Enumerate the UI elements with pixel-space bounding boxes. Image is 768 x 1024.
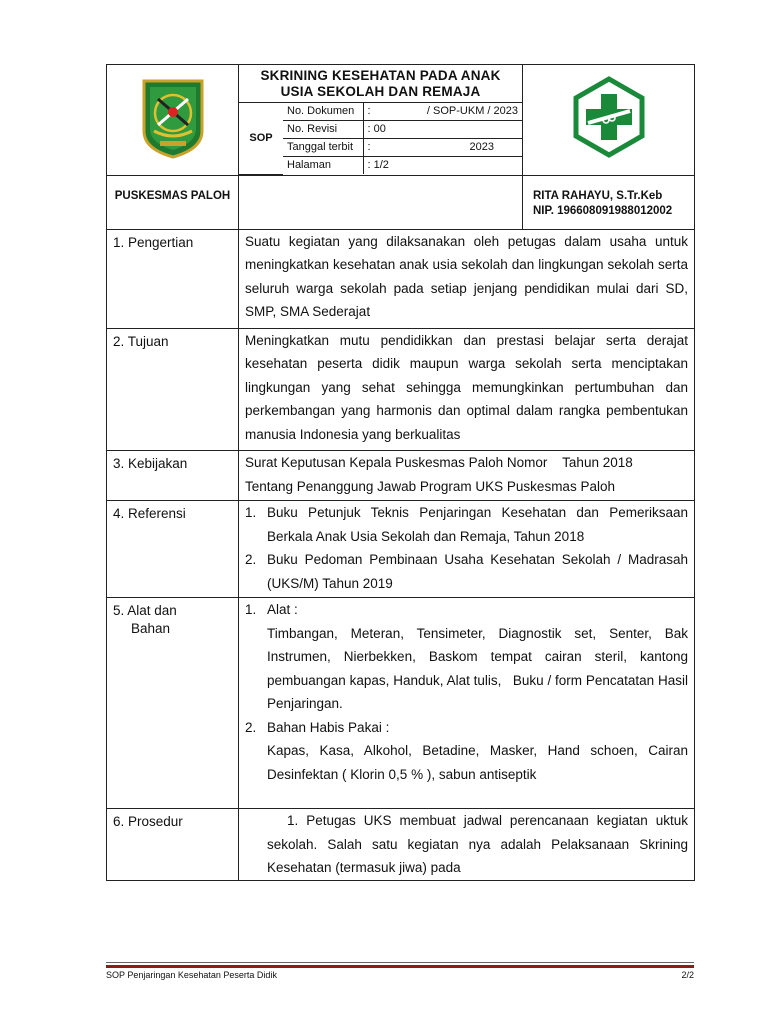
list-item: 1. Buku Petunjuk Teknis Penjaringan Kesehatan dan Pemeriksaan Berkala Anak Usia Sekolah dan Remaja, Tahun 2018 bbox=[245, 505, 688, 544]
footer-document-name: SOP Penjaringan Kesehatan Peserta Didik bbox=[106, 970, 277, 980]
halaman-value: : 1/2 bbox=[367, 159, 389, 171]
tujuan-label: 2. Tujuan bbox=[107, 328, 239, 451]
alat-bahan-label: 5. Alat dan Bahan bbox=[107, 598, 239, 809]
no-dokumen-label: No. Dokumen bbox=[283, 103, 363, 121]
footer-page-number: 2/2 bbox=[681, 970, 694, 980]
alat-bahan-list bbox=[239, 598, 695, 809]
document-meta-cell bbox=[239, 102, 523, 175]
pengertian-text: Suatu kegiatan yang dilaksanakan oleh petugas dalam usaha untuk meningkatkan kesehatan anak usia sekolah dan lingkungan sekolah serta seluruh warga sekolah pada setiap jenjang pendidikan mulai dari SD, SMP, SMA Sederajat bbox=[239, 229, 695, 328]
document-title: SKRINING KESEHATAN PADA ANAK USIA SEKOLAH DAN REMAJA bbox=[239, 65, 523, 103]
referensi-label: 4. Referensi bbox=[107, 501, 239, 598]
document-meta bbox=[239, 102, 522, 175]
left-logo-cell bbox=[107, 65, 239, 176]
signer-block bbox=[523, 175, 695, 229]
alat-text: Timbangan, Meteran, Tensimeter, Diagnostik set, Senter, Bak Instrumen, Nierbekken, Baskom tempat cairan steril, kantong pembuangan kapas, Handuk, Alat tulis, Buku / form Pencatatan Hasil Penjaringan. bbox=[267, 625, 692, 711]
bahan-text: Kapas, Kasa, Alkohol, Betadine, Masker, Hand schoen, Cairan Desinfektan ( Klorin 0,5 % ), sabun antiseptik bbox=[267, 743, 688, 782]
footer-accent-rule bbox=[106, 965, 694, 968]
identity-blank-cell bbox=[239, 175, 523, 229]
puskesmas-name: PUSKESMAS PALOH bbox=[107, 175, 239, 229]
no-revisi-value: : 00 bbox=[363, 121, 522, 139]
no-revisi-label: No. Revisi bbox=[283, 121, 363, 139]
list-item: 1. Alat : bbox=[245, 602, 298, 617]
halaman-label: Halaman bbox=[283, 157, 363, 175]
tujuan-text: Meningkatkan mutu pendidikkan dan prestasi belajar serta derajat kesehatan peserta didik maupun warga sekolah serta menciptakan lingkungan yang sehat sehingga memungkinkan pertumbuhan dan perkembangan yang harmonis dan optimal dalam rangka pembentukan manusia Indonesia yang berkualitas bbox=[239, 328, 695, 451]
no-dokumen-value: : / SOP-UKM / 2023 bbox=[363, 103, 522, 121]
signer-nip: NIP. 196608091988012002 bbox=[533, 204, 673, 217]
kebijakan-text: Surat Keputusan Kepala Puskesmas Paloh Nomor Tahun 2018 Tentang Penanggung Jawab Program UKS Puskesmas Paloh bbox=[239, 451, 695, 501]
sop-label: SOP bbox=[239, 103, 283, 175]
tanggal-terbit-value: : 2023 bbox=[363, 139, 522, 157]
kebijakan-label: 3. Kebijakan bbox=[107, 451, 239, 501]
regional-emblem-icon bbox=[136, 75, 210, 159]
list-item: 2. Bahan Habis Pakai : bbox=[245, 719, 390, 735]
sop-header-table bbox=[106, 64, 695, 881]
tanggal-terbit-label: Tanggal terbit bbox=[283, 139, 363, 157]
referensi-list bbox=[239, 501, 695, 598]
footer-rule bbox=[106, 962, 694, 963]
prosedur-text: 1. Petugas UKS membuat jadwal perencanaan kegiatan uktuk sekolah. Salah satu kegiatan nya adalah Pelaksanaan Skrining Kesehatan (termasuk jiwa) pada bbox=[239, 809, 695, 881]
pengertian-label: 1. Pengertian bbox=[107, 229, 239, 328]
right-logo-cell bbox=[523, 65, 695, 176]
puskesmas-cross-logo-icon bbox=[568, 76, 650, 158]
prosedur-label: 6. Prosedur bbox=[107, 809, 239, 881]
list-item: 2. Buku Pedoman Pembinaan Usaha Kesehatan Sekolah / Madrasah (UKS/M) Tahun 2019 bbox=[245, 552, 688, 591]
signer-name: RITA RAHAYU, S.Tr.Keb bbox=[533, 189, 663, 202]
sop-document bbox=[106, 64, 694, 881]
